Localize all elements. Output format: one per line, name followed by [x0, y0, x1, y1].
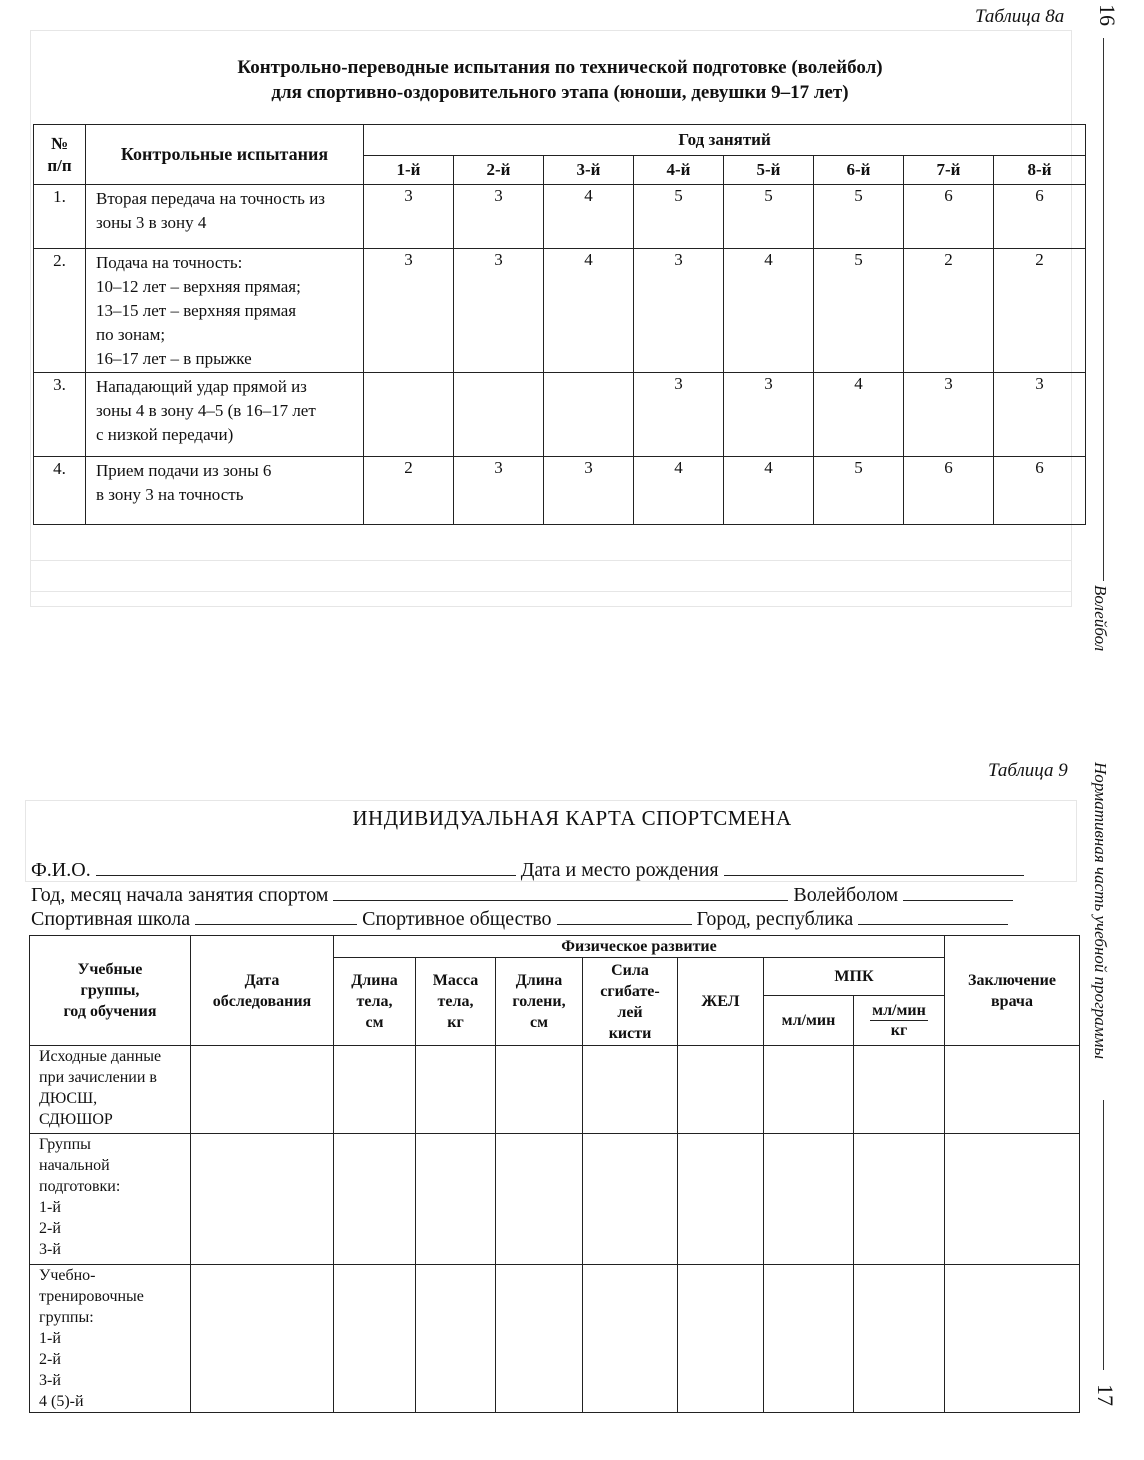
- row-number: 1.: [34, 185, 86, 249]
- group-label-line-7: 4 (5)-й: [39, 1393, 84, 1410]
- empty-cell[interactable]: [416, 1134, 496, 1265]
- running-head-bottom: Нормативная часть учебной программы: [1091, 762, 1110, 1059]
- city-label: Город, республика: [696, 908, 854, 930]
- test-name-line-1: Вторая передача на точность из: [96, 189, 326, 208]
- group-label-line-3: группы:: [39, 1309, 94, 1326]
- group-label-line-1: Учебно-: [39, 1267, 96, 1284]
- test-name-line-4: по зонам;: [96, 325, 166, 344]
- test-name-line-3: 13–15 лет – верхняя прямая: [96, 301, 297, 320]
- group-label-line-4: СДЮШОР: [39, 1111, 113, 1128]
- birth-field[interactable]: [724, 857, 1024, 876]
- grip-header-line-1: Сила: [611, 961, 649, 979]
- row-value-year-4: 3: [634, 249, 724, 373]
- col-header-number-line-1: №: [50, 133, 69, 153]
- grip-header-line-2: сгибате-: [600, 982, 660, 1000]
- col-header-mpk-abs: мл/мин: [764, 996, 854, 1046]
- running-head-rule-top: [1103, 38, 1104, 581]
- row-number: 4.: [34, 457, 86, 525]
- mass-header-line-3: кг: [447, 1014, 464, 1031]
- test-name-line-3: с низкой передачи): [96, 425, 234, 444]
- birth-label: Дата и место рождения: [520, 859, 719, 881]
- row-value-year-2: 3: [454, 249, 544, 373]
- empty-cell[interactable]: [678, 1134, 764, 1265]
- empty-cell[interactable]: [945, 1046, 1080, 1134]
- grip-header-line-3: лей: [617, 1003, 643, 1021]
- row-value-year-7: 6: [904, 457, 994, 525]
- doctor-header-line-1: Заключение: [968, 971, 1056, 989]
- society-field[interactable]: [557, 906, 692, 925]
- col-header-date: [191, 936, 334, 1046]
- row-value-year-5: 4: [724, 457, 814, 525]
- athlete-card-table: [29, 935, 1080, 1413]
- empty-cell[interactable]: [191, 1046, 334, 1134]
- groups-header-line-2: группы,: [80, 982, 140, 999]
- row-value-year-1: [364, 373, 454, 457]
- col-header-year-8: 8-й: [994, 156, 1086, 185]
- fio-field[interactable]: [96, 857, 516, 876]
- group-label-line-3: ДЮСШ,: [39, 1090, 98, 1107]
- test-name-line-1: Прием подачи из зоны 6: [96, 461, 272, 480]
- empty-cell[interactable]: [334, 1046, 416, 1134]
- group-label-line-4: 1-й: [39, 1199, 61, 1216]
- row-value-year-2: [454, 373, 544, 457]
- page-number-top: 16: [1095, 4, 1120, 26]
- grip-header-line-4: кисти: [608, 1024, 652, 1042]
- col-header-grip: [583, 958, 678, 1046]
- col-header-years-group: Год занятий: [364, 125, 1086, 156]
- bleed-through-ghost: [30, 560, 1072, 607]
- group-label-line-6: 3-й: [39, 1372, 61, 1389]
- mpk-rel-denominator: кг: [890, 1022, 908, 1039]
- col-header-year-6: 6-й: [814, 156, 904, 185]
- test-name-line-2: 10–12 лет – верхняя прямая;: [96, 277, 301, 296]
- empty-cell[interactable]: [764, 1046, 854, 1134]
- row-value-year-1: 2: [364, 457, 454, 525]
- empty-cell[interactable]: [191, 1265, 334, 1413]
- row-group-label: [30, 1265, 191, 1413]
- table-8a-title: [0, 55, 1120, 105]
- volleyball-field[interactable]: [903, 882, 1013, 901]
- start-field[interactable]: [333, 882, 788, 901]
- row-value-year-6: 5: [814, 249, 904, 373]
- test-name-line-2: зоны 3 в зону 4: [96, 213, 207, 232]
- group-label-line-2: при зачислении в: [39, 1069, 157, 1086]
- row-value-year-6: 4: [814, 373, 904, 457]
- shin-header-line-2: голени,: [512, 993, 566, 1010]
- row-value-year-2: 3: [454, 457, 544, 525]
- col-header-mass: [416, 958, 496, 1046]
- group-label-line-1: Группы: [39, 1136, 91, 1153]
- group-label-line-5: 2-й: [39, 1351, 61, 1368]
- col-header-height: [334, 958, 416, 1046]
- col-header-doctor: [945, 936, 1080, 1046]
- start-label: Год, месяц начала занятия спортом: [31, 884, 329, 906]
- col-header-year-2: 2-й: [454, 156, 544, 185]
- date-header-line-2: обследования: [212, 992, 312, 1010]
- group-label-line-3: подготовки:: [39, 1178, 121, 1195]
- empty-cell[interactable]: [583, 1134, 678, 1265]
- row-value-year-7: 6: [904, 185, 994, 249]
- empty-cell[interactable]: [496, 1046, 583, 1134]
- empty-cell[interactable]: [678, 1046, 764, 1134]
- row-value-year-1: 3: [364, 185, 454, 249]
- col-header-mpk: МПК: [764, 958, 945, 996]
- city-field[interactable]: [858, 906, 1008, 925]
- form-line-start: [31, 882, 1013, 907]
- school-field[interactable]: [195, 906, 357, 925]
- row-value-year-8: 2: [994, 249, 1086, 373]
- row-value-year-5: 3: [724, 373, 814, 457]
- society-label: Спортивное общество: [362, 908, 552, 930]
- shin-header-line-3: см: [530, 1014, 548, 1031]
- empty-cell[interactable]: [334, 1265, 416, 1413]
- row-test-name: [86, 457, 364, 525]
- row-test-name: [86, 249, 364, 373]
- row-value-year-8: 3: [994, 373, 1086, 457]
- col-header-year-1: 1-й: [364, 156, 454, 185]
- date-header-line-1: Дата: [244, 971, 280, 989]
- row-value-year-7: 2: [904, 249, 994, 373]
- test-name-line-5: 16–17 лет – в прыжке: [96, 349, 252, 368]
- row-group-label: [30, 1046, 191, 1134]
- empty-cell[interactable]: [416, 1265, 496, 1413]
- row-value-year-5: 4: [724, 249, 814, 373]
- row-number: 3.: [34, 373, 86, 457]
- col-header-vc: ЖЕЛ: [678, 958, 764, 1046]
- shin-header-line-1: Длина: [515, 972, 563, 989]
- table-8a-title-line-2: для спортивно-оздоровительного этапа (юноши, девушки 9–17 лет): [271, 82, 849, 103]
- empty-cell[interactable]: [854, 1134, 945, 1265]
- table-row: [30, 1046, 1080, 1134]
- group-label-line-2: тренировочные: [39, 1288, 144, 1305]
- row-value-year-3: 4: [544, 185, 634, 249]
- empty-cell[interactable]: [854, 1046, 945, 1134]
- row-value-year-3: 4: [544, 249, 634, 373]
- empty-cell[interactable]: [945, 1265, 1080, 1413]
- group-label-line-6: 3-й: [39, 1241, 61, 1258]
- col-header-year-5: 5-й: [724, 156, 814, 185]
- table-row: [34, 185, 1086, 249]
- table-row: [30, 1134, 1080, 1265]
- form-line-school: [31, 906, 1008, 931]
- test-name-line-1: Подача на точность:: [96, 253, 243, 272]
- col-header-year-3: 3-й: [544, 156, 634, 185]
- empty-cell[interactable]: [764, 1265, 854, 1413]
- row-value-year-2: 3: [454, 185, 544, 249]
- table-9-title: ИНДИВИДУАЛЬНАЯ КАРТА СПОРТСМЕНА: [352, 806, 792, 830]
- col-header-shin: [496, 958, 583, 1046]
- height-header-line-1: Длина: [351, 972, 398, 989]
- col-header-mpk-rel: [854, 996, 945, 1046]
- table-9-label: Таблица 9: [988, 760, 1068, 781]
- col-header-year-7: 7-й: [904, 156, 994, 185]
- group-label-line-5: 2-й: [39, 1220, 61, 1237]
- table-8a-title-line-1: Контрольно-переводные испытания по технической подготовке (волейбол): [237, 57, 883, 78]
- row-value-year-1: 3: [364, 249, 454, 373]
- row-group-label: [30, 1134, 191, 1265]
- empty-cell[interactable]: [191, 1134, 334, 1265]
- mass-header-line-1: Масса: [432, 972, 479, 989]
- row-test-name: [86, 185, 364, 249]
- row-value-year-4: 3: [634, 373, 724, 457]
- group-label-line-1: Исходные данные: [39, 1048, 162, 1065]
- fio-label: Ф.И.О.: [31, 859, 91, 881]
- empty-cell[interactable]: [678, 1265, 764, 1413]
- doctor-header-line-2: врача: [991, 992, 1033, 1010]
- form-line-fio: [31, 857, 1024, 882]
- test-name-line-2: в зону 3 на точность: [96, 485, 244, 504]
- school-label: Спортивная школа: [31, 908, 191, 930]
- empty-cell[interactable]: [854, 1265, 945, 1413]
- row-value-year-5: 5: [724, 185, 814, 249]
- empty-cell[interactable]: [496, 1134, 583, 1265]
- row-value-year-7: 3: [904, 373, 994, 457]
- page-number-bottom: 17: [1093, 1384, 1118, 1406]
- test-name-line-1: Нападающий удар прямой из: [96, 377, 307, 396]
- group-label-line-2: начальной: [39, 1157, 110, 1174]
- empty-cell[interactable]: [583, 1046, 678, 1134]
- mass-header-line-2: тела,: [437, 993, 474, 1010]
- row-value-year-4: 5: [634, 185, 724, 249]
- empty-cell[interactable]: [334, 1134, 416, 1265]
- col-header-year-4: 4-й: [634, 156, 724, 185]
- table-8a-label: Таблица 8а: [975, 6, 1065, 27]
- row-value-year-6: 5: [814, 185, 904, 249]
- empty-cell[interactable]: [496, 1265, 583, 1413]
- group-label-line-4: 1-й: [39, 1330, 61, 1347]
- row-value-year-6: 5: [814, 457, 904, 525]
- row-value-year-4: 4: [634, 457, 724, 525]
- groups-header-line-3: год обучения: [63, 1003, 157, 1020]
- row-value-year-3: [544, 373, 634, 457]
- table-row: [30, 1265, 1080, 1413]
- volleyball-label: Волейболом: [793, 884, 899, 906]
- row-test-name: [86, 373, 364, 457]
- col-header-physical: Физическое развитие: [334, 936, 945, 958]
- height-header-line-3: см: [365, 1014, 384, 1031]
- height-header-line-2: тела,: [356, 993, 393, 1010]
- col-header-number-line-2: п/п: [47, 155, 72, 175]
- groups-header-line-1: Учебные: [77, 961, 143, 978]
- table-row: [34, 373, 1086, 457]
- col-header-number: [34, 125, 86, 185]
- table-row: [34, 457, 1086, 525]
- row-value-year-3: 3: [544, 457, 634, 525]
- empty-cell[interactable]: [416, 1046, 496, 1134]
- table-row: [34, 249, 1086, 373]
- col-header-groups: [30, 936, 191, 1046]
- col-header-tests: Контрольные испытания: [86, 125, 364, 185]
- running-head-top: Волейбол: [1091, 585, 1110, 652]
- mpk-rel-numerator: мл/мин: [872, 1002, 926, 1019]
- row-number: 2.: [34, 249, 86, 373]
- control-tests-table: [33, 124, 1086, 525]
- running-head-rule-bottom: [1103, 1100, 1104, 1370]
- empty-cell[interactable]: [945, 1134, 1080, 1265]
- empty-cell[interactable]: [764, 1134, 854, 1265]
- row-value-year-8: 6: [994, 185, 1086, 249]
- row-value-year-8: 6: [994, 457, 1086, 525]
- test-name-line-2: зоны 4 в зону 4–5 (в 16–17 лет: [96, 401, 316, 420]
- empty-cell[interactable]: [583, 1265, 678, 1413]
